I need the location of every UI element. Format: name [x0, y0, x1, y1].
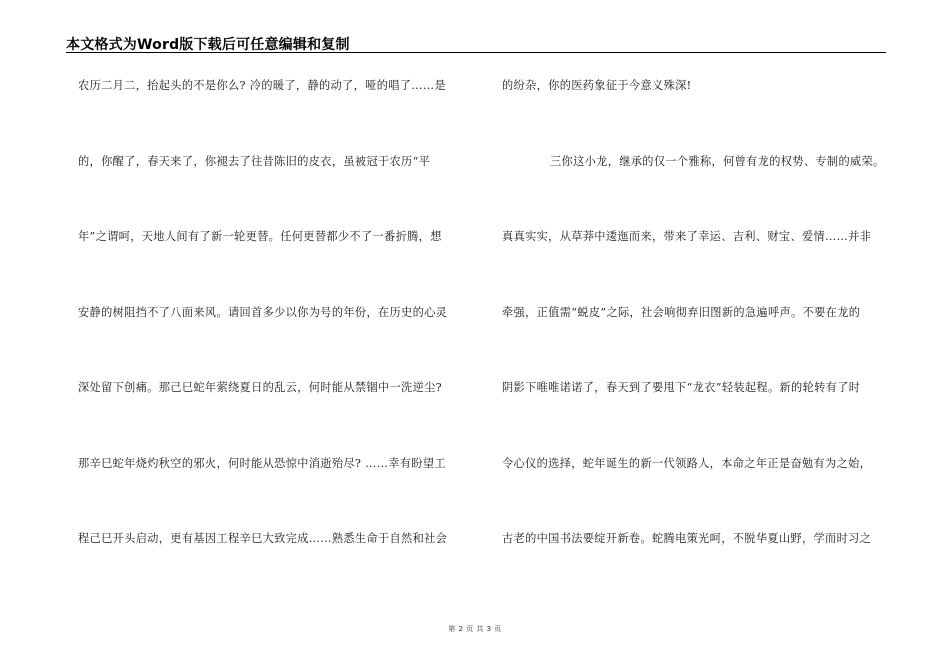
right-text-column	[502, 78, 894, 607]
text-line: 程己巳开头启动，更有基因工程辛巳大致完成……熟悉生命于自然和社会	[78, 532, 448, 545]
text-line: 阴影下唯唯诺诺了，春天到了要甩下“龙衣”轻装起程。新的轮转有了时	[502, 381, 861, 394]
left-text-column	[78, 78, 468, 607]
text-line: 那辛巳蛇年烧灼秋空的邪火，何时能从恐惊中消逝殆尽? ……幸有盼望工	[78, 456, 446, 470]
text-line: 牵强，正值需“蜕皮”之际，社会响彻弃旧图新的急遍呼声。不要在龙的	[502, 305, 861, 319]
text-line: 农历二月二，抬起头的不是你么? 冷的暖了，静的动了，哑的唱了……是	[78, 79, 446, 92]
text-line: 年”之谓呵，天地人间有了新一轮更替。任何更替都少不了一番折腾，想	[78, 230, 442, 243]
text-line: 安静的树阻挡不了八面来风。请回首多少以你为号的年份，在历史的心灵	[78, 305, 448, 319]
text-line: 三你这小龙，继承的仅一个雅称，何曾有龙的权势、专制的威荣。	[550, 154, 885, 168]
text-line: 的，你醒了，春天来了，你褪去了往昔陈旧的皮衣，虽被冠于农历“平	[78, 154, 431, 168]
text-line: 令心仪的选择，蛇年诞生的新一代领路人，本命之年正是奋勉有为之始，	[502, 456, 872, 470]
page-number-footer: 第 2 页 共 3 页	[448, 625, 502, 633]
text-line: 的纷杂，你的医药象征于今意义殊深!	[502, 79, 692, 92]
header-divider	[66, 52, 886, 53]
text-line: 深处留下创痛。那己巳蛇年萦绕夏日的乱云，何时能从禁锢中一洗逆尘?	[78, 381, 443, 394]
text-line: 古老的中国书法要绽开新卷。蛇腾电策光呵，不脱华夏山野，学而时习之	[502, 532, 872, 545]
text-line: 真真实实，从草莽中逶迤而来，带来了幸运、吉利、财宝、爱情……并非	[502, 230, 872, 243]
document-header-title: 本文格式为Word版下载后可任意编辑和复制	[66, 37, 350, 53]
